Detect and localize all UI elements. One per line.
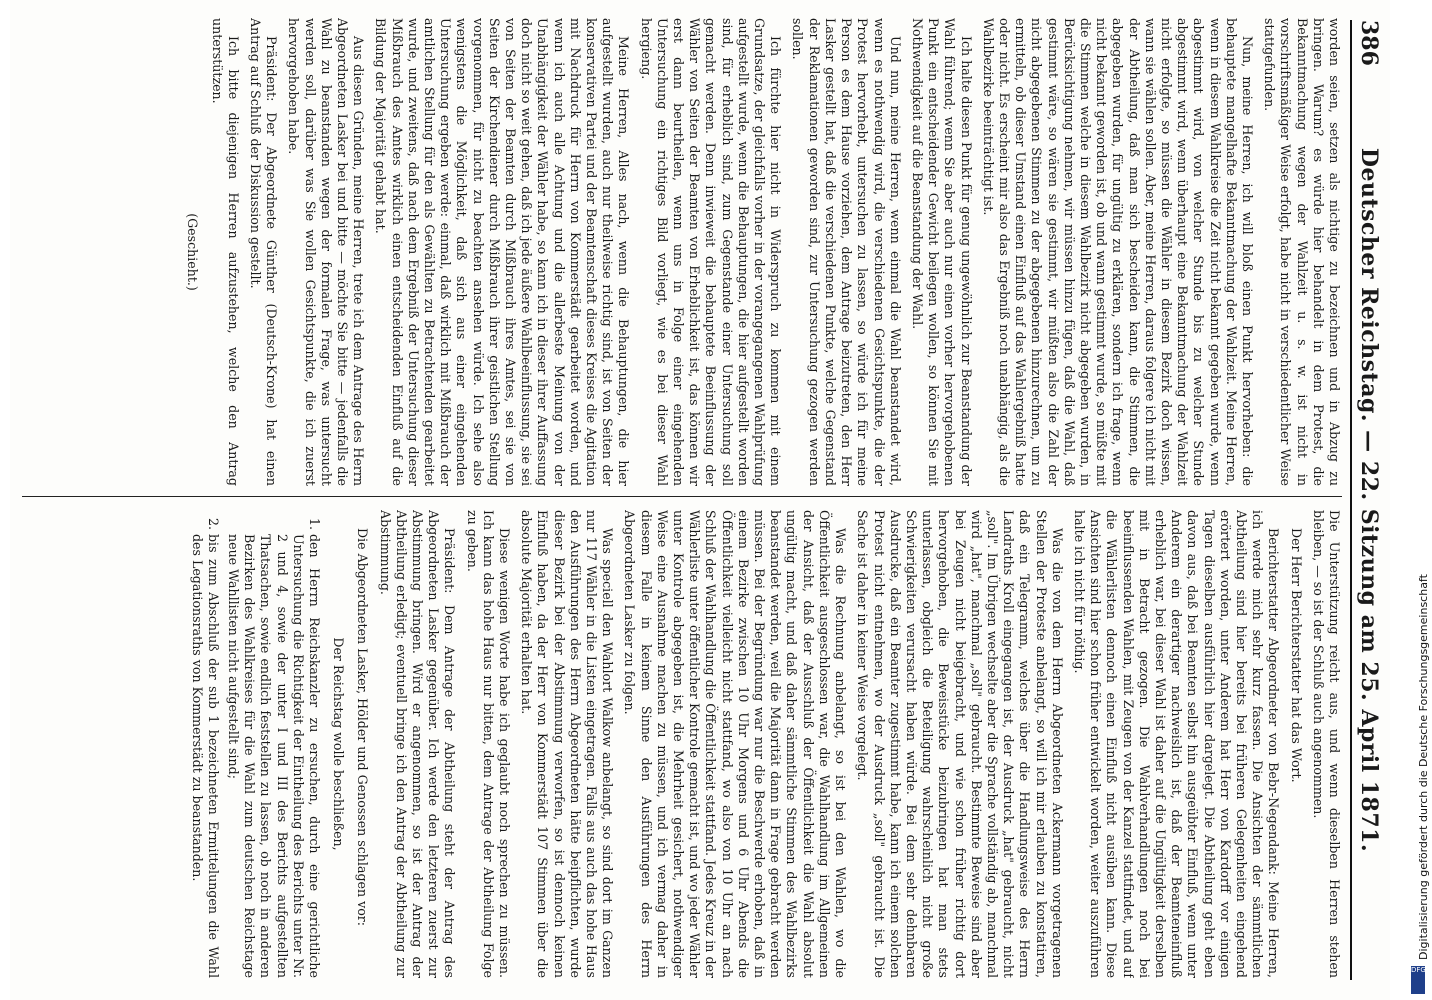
paragraph: Was die Rechnung anbelangt, so ist bei den Wahlen, wo die Öffentlichkeit ausgeschlossen war, die Wahlhandlung im Allgemeinen der Ansicht, daß der Ausschluß der Öffentlichkeit die Wahl absolut ungültig macht, und daß daher sämmtliche Stimmen des Wahlbezirks beanstandet werden, weil die Majorität dann in Frage gebracht werden müssen. Bei der Begründung war nur die Beschwerde erhoben, daß in einem Bezirke zwischen 10 Uhr Morgens und 6 Uhr Abends die Öffentlichkeit vielleicht nicht stattfand, wo also von 10 Uhr an nach Schluß der Wahlhandlung die Öffentlichkeit stattfand. Jedes Kreuz in der Wählerliste unter öffentlicher Kontrole gemacht ist, und wo jeder Wähler unter Kontrole abgegeben ist, die Mehrheit gesichert, nothwendiger Weise eine Ausnahme machen zu müssen, und ich vermag daher in diesem Falle in keinem Sinne den Ausführungen des Herrn Abgeordneten Lasker zu folgen. bbox=[622, 510, 849, 978]
motion-list-item: 2. bis zum Abschluß der sub 1 bezeichneten Ermittelungen die Wahl des Legationsraths von Kommerstädt zu beanstanden. bbox=[188, 534, 220, 978]
paragraph: Ich bitte diejenigen Herren aufzustehen, welche den Antrag unterstützen. bbox=[209, 18, 241, 486]
paragraph: worden seien, setzen als nichtige zu bezeichnen und in Abzug zu bringen. Warum? es würde hier behandelt in dem Protest, die Bekanntmachung wegen der Wahlzeit u. s. w. ist nicht in vorschriftsmäßiger Weise erfolgt, habe nicht in verschiedentlicher Weise stattgefunden. bbox=[1262, 18, 1342, 486]
paragraph: Und nun, meine Herren, wenn einmal die Wahl beanstandet wird, wenn es nothwendig wird, die verschiedenen Gesichtspunkte, die der Protest hervorhebt, untersuchen zu lassen, so würde ich für meine Person es dem Hause vorziehen, dem Antrage beizutreten, den Herr Lasker gestellt hat, daß die verschiedenen Punkte, welche Gegenstand der Reklamationen geworden sind, zur Untersuchung gezogen werden sollen. bbox=[790, 18, 903, 486]
motion-list bbox=[188, 534, 322, 978]
paragraph: Der Herr Berichterstatter hat das Wort. bbox=[1288, 528, 1304, 783]
page-header bbox=[1350, 20, 1382, 980]
paragraph: Präsident: Dem Antrage der Abtheilung steht der Antrag des Abgeordneten Lasker gegenüber. Ich werde den letzteren zuerst zur Abstimmung bringen. Wird er angenommen, so ist der Antrag der Abtheilung erledigt; eventuell bringe ich den Antrag der Abtheilung zur Abstimmung. bbox=[377, 510, 458, 978]
page-title: Deutscher Reichstag. — 22. Sitzung am 25. April 1871. bbox=[1356, 147, 1382, 853]
paragraph: Die Abgeordneten Lasker, Hölder und Genossen schlagen vor: bbox=[355, 528, 371, 927]
paragraph: Nun, meine Herren, ich will bloß einen Punkt hervorheben: die behauptete mangelhafte Bekanntmachung der Wahlzeit. Meine Herren, wenn in diesem Wahlkreise die Zeit nicht bekannt gegeben wurde, wenn abgestimmt wird, von welcher Stunde bis zu welcher Stunde abgestimmt wird, wenn überhaupt eine Bekanntmachung der Wahlzeit nicht erfolgte, so müssen die Wähler in diesem Bezirk doch wissen, wann sie wählen sollen. Aber, meine Herren, daraus folgere ich nicht mit der Abtheilung, daß man sich bescheiden kann, die Stimmen, die abgegeben wurden, für ungültig zu erklären, sondern ich frage, wenn nicht bekannt geworden ist, ob und wann gestimmt wurde, so müßte mit die Stimmen welche in diesem Wahlbezirk nicht abgegeben wurden, in Berücksichtigung nehmen, wir müssen hinzu fügen, daß die Wahl, daß gestimmt wäre, so wären sie gestimmt, wir müßten also die Zahl der nicht abgegebenen Stimmen zu der abgegebenen hinzurechnen, um zu ermitteln, ob dieser Umstand einen Einfluß auf das Wahlergebniß hatte oder nicht. Es erscheint mir also das Ergebniß noch unabhängig, als die Wahlbezirke beeinträchtigt ist. bbox=[980, 18, 1255, 486]
digitization-credit: Digitalisierung gefördert durch die Deutsche Forschungsgemeinschaft bbox=[1417, 574, 1430, 960]
paragraph: Was die von dem Herrn Abgeordneten Ackermann vorgetragenen Stellen der Proteste anbelangt, so will ich mir erlauben zu konstatiren, daß ein Telegramm, welches über die Handlungsweise des Herrn Landraths Kroll eingegangen ist, der Ausdruck „hat" gebraucht, nicht „soll". Im Übrigen wechselte aber die Sprache vollständig ab, manchmal wird „hat", manchmal „soll" gebraucht. Bestimmte Beweise sind aber bei Zeugen nicht beigebracht, und wie schon früher richtig dort hervorgehoben, die Beweisstücke beizubringen hat man stets unterlassen, obgleich die Beteiligung wahrscheinlich nicht große Schwierigkeiten verursacht haben würde. Bei dem sehr dehnbaren Ausdrucke, daß ein Beamter zugestimmt habe, kann ich einem solchen Protest nicht entnehmen, wo der Ausdruck „soll" gebraucht ist. Die Sache ist daher in keiner Weise vorgelegt. bbox=[855, 510, 1065, 978]
paragraph: Diese wenigen Worte habe ich geglaubt noch sprechen zu müssen. Ich kann das hohe Haus nur bitten, dem Antrage der Abtheilung Folge zu geben. bbox=[464, 510, 513, 978]
centered-line: Der Reichstag wolle beschließen, bbox=[331, 637, 347, 851]
page-number: 386 bbox=[1356, 20, 1382, 66]
paragraph: Ich fürchte hier nicht in Widerspruch zu kommen mit einem Grundsatze, der gleichfalls vorher in der vorangegangenen Wahlprüfung aufgestellt wurde, wenn die Behauptungen, die hier aufgestellt worden sind, für erheblich sind, zum Gegenstande einer Untersuchung soll gemacht werden. Denn inwieweit die behauptete Beeinflussung der Wähler von Seiten der Beamten von Erheblichkeit ist, das können wir erst dann beurtheilen, wenn uns in Folge einer eingehenden Untersuchung ein richtiges Bild vorliegt, wie es bei dieser Wahl hergieng. bbox=[638, 18, 784, 486]
left-column bbox=[22, 18, 1342, 486]
column-divider bbox=[22, 496, 1342, 497]
document-page bbox=[10, 0, 1390, 1000]
paragraph: Die Unterstützung reicht aus, und wenn dieselben Herren stehen bleiben, — so ist der Schluß auch angenommen. bbox=[1310, 510, 1342, 978]
paragraph: Meine Herren, Alles nach, wenn die Behauptungen, die hier aufgestellt wurden, auch nur theilweise richtig sind, ist von Seiten der konservativen Partei und der Beamtenschaft dieses Kreises die Agitation mit Nachdruck für Herrn von Kommerstädt gearbeitet worden, und wenn ich auch alle Achtung und die allerbeste Meinung von der Unabhängigkeit der Wähler habe, so kann ich in dieser ihrer Auffassung doch nicht so weit gehen, daß ich jede äußere Wahlbeeinflussung, sie sei von Seiten der Beamten durch Mißbrauch ihres Amtes, sei sie von Seiten der Kirchendiener durch Mißbrauch ihrer geistlichen Stellung vorgenommen, für nicht zu beachten ansehen würde. Ich sehe also wenigstens die Möglichkeit, daß sich aus einer eingehenden Untersuchung ergeben werde: einmal, daß wirklich mit Mißbrauch der amtlichen Stellung für den als Gewählten zu Betrachtenden gearbeitet wurde, und zweitens, daß nach dem Ergebniß der Untersuchung dieser Mißbrauch des Amtes wirklich einen entscheidenden Einfluß auf die Bildung der Majorität gehabt hat. bbox=[373, 18, 632, 486]
paragraph: Aus diesen Gründen, meine Herren, trete ich dem Antrage des Herrn Abgeordneten Lasker bei und bitte — möchte Sie bitte — jedenfalls die Wahl zu beanstanden wegen der formalen Frage, was untersucht werden soll, darüber was Sie wollen Gesichtspunkte, die ich zuerst hervorgehoben habe. bbox=[286, 18, 367, 486]
motion-list-item: 1. den Herrn Reichskanzler zu ersuchen, durch eine gerichtliche Untersuchung die Richtigkeit der Eintheilung des Berichts unter Nr. 2 und 4, sowie der unter I und III des Berichts aufgestellten Thatsachen, sowie endlich feststellen zu lassen, ob noch in anderen Bezirken des Wahlkreises für die Wahl zum deutschen Reichstage neue Wahllisten nicht aufgestellt sind; bbox=[225, 534, 322, 978]
paragraph: Präsident: Der Abgeordnete Günther (Deutsch-Krone) hat einen Antrag auf Schluß der Diskussion gestellt. bbox=[248, 18, 280, 486]
paragraph: Was speciell den Wahlort Walkow anbelangt, so sind dort im Ganzen nur 117 Wähler in die Listen eingetragen. Falls aus auch das hohe Haus den Ausführungen des Herrn Abgeordneten hätte beipflichten, wurde dieser Bezirk bei der Abstimmung verworfen, so ist dennoch keinen Einfluß haben, da der Herr von Kommerstädt 107 Stimmen über die absolute Majorität erhalten hat. bbox=[519, 510, 616, 978]
paragraph: Berichterstatter Abgeordneter von Bebr-Negendank: Meine Herren, ich werde mich sehr kurz fassen. Die Ansichten der sämmtlichen Abtheilung sind hier bereits bei früheren Gelegenheiten eingehend erörtert worden, unter Anderem hat Herr von Kardorff vor einigen Tagen dieselben ausführlich hier dargelegt. Die Abtheilung geht eben davon aus, daß bei Beamten selbst hin ausgeübter Einfluß, wenn unter Anderem ein derartiger nachweislich ist, daß der Beamteneinfluß erheblich war, bei dieser Wahl ist daher auf die Ungültigkeit derselben mit in Betracht gezogen. Die Wahlverhandlungen noch bei beeinflussenden Wahlen, mit Zeugen von der Kanzel stattfindet, und auf die Wählerlisten dennoch einen Einfluß nicht ausüben kann. Diese Ansichten sind hier schon früher entwickelt worden, weiter auszuführen halte ich nicht für nöthig. bbox=[1071, 510, 1282, 978]
dfg-logo-icon: DFG bbox=[1411, 966, 1425, 994]
right-column bbox=[22, 510, 1342, 978]
centered-line: (Geschieht.) bbox=[185, 213, 201, 291]
paragraph: Ich halte diesen Punkt für genug ungewöhnlich zur Beanstandung der Wahl führend; wenn Sie aber auch nur einen vorher hervorgehobenen Punkt ein entscheidender Gewicht beilegen wollen, so können Sie mit Nothwendigkeit auf die Beanstandung der Wahl. bbox=[909, 18, 974, 486]
